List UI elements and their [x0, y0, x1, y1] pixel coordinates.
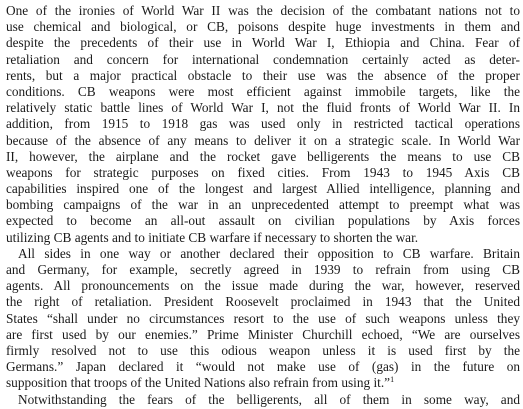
- text-line: expected to become an all-out assault on civilian populations by Axis forces: [6, 213, 520, 229]
- text-line: relatively static battle lines of World War I, not the fluid fronts of World War II. In: [6, 100, 520, 116]
- text-line: retaliation and concern for international condemnation certainly acted as deter-: [6, 51, 520, 67]
- paragraph-2: [6, 246, 520, 392]
- text-line: utilizing CB agents and to initiate CB warfare if necessary to shorten the war.: [6, 229, 419, 245]
- text-line: bombing campaigns of the war in an unprecedented attempt to preempt what was: [6, 197, 520, 213]
- text-line: supposition that troops of the United Nations also refrain from using it.”: [6, 375, 391, 391]
- paragraph-1: [6, 3, 520, 246]
- text-line-with-footnote: [6, 375, 520, 391]
- text-line: One of the ironies of World War II was the decision of the combatant nations not to: [6, 3, 520, 18]
- text-line: Germans.” Japan declared it “would not make use of (gas) in the future on: [6, 359, 520, 375]
- text-line: Notwithstanding the fears of the belligerents, all of them in some way, and: [18, 391, 520, 407]
- document-page: [6, 3, 520, 407]
- text-line: despite the precedents of their use in World War I, Ethiopia and China. Fear of: [6, 35, 520, 51]
- text-line: are first used by our enemies.” Prime Minister Churchill echoed, “We are ourselves: [6, 326, 520, 342]
- text-line: and Germany, for example, secretly agreed in 1939 to refrain from using CB: [6, 262, 520, 277]
- text-line: weapons for strategic purposes on fixed cities. From 1943 to 1945 Axis CB: [6, 164, 520, 180]
- text-line: because of the absence of any means to deliver it on a strategic scale. In World War: [6, 132, 520, 148]
- text-line: agents. All pronouncements on the issue made during the war, however, reserved: [6, 278, 520, 294]
- text-line: addition, from 1915 to 1918 gas was used only in restricted tactical operations: [6, 116, 520, 132]
- text-line: capabilities inspired one of the longest and largest Allied intelligence, planning and: [6, 181, 520, 197]
- footnote-marker: 1: [390, 375, 395, 385]
- text-line: II, however, the airplane and the rocket gave belligerents the means to use CB: [6, 148, 520, 164]
- paragraph-3-partial: [6, 391, 520, 407]
- text-line: firmly resolved not to use this odious weapon unless it is used first by the: [6, 342, 520, 358]
- text-line: States “shall under no circumstances resort to the use of such weapons unless they: [6, 310, 520, 326]
- text-line: rents, but a major practical obstacle to their use was the absence of the proper: [6, 67, 520, 83]
- text-line: use chemical and biological, or CB, poisons despite huge investments in them and: [6, 19, 520, 35]
- text-line: conditions. CB weapons were most efficient against immobile targets, like the: [6, 83, 520, 99]
- text-line: All sides in one way or another declared their opposition to CB warfare. Britain: [18, 245, 520, 261]
- text-line: the right of retaliation. President Roosevelt proclaimed in 1943 that the United: [6, 294, 520, 310]
